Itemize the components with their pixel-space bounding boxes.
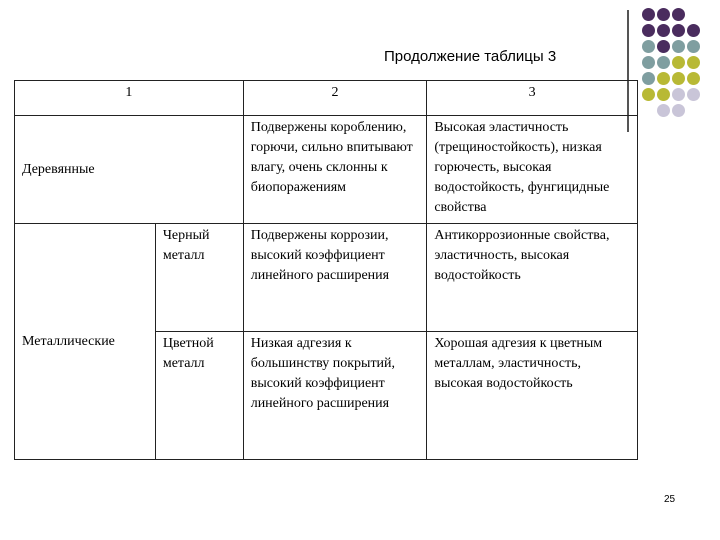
dot	[687, 72, 700, 85]
dot	[657, 88, 670, 101]
dot	[642, 72, 655, 85]
materials-table	[14, 80, 638, 460]
dot	[642, 24, 655, 37]
ferrous-disadvantages: Подвержены коррозии, высокий коэффициент линейного расширения	[243, 224, 427, 332]
metal-type-nonferrous: Цветной металл	[155, 332, 243, 460]
dot	[657, 40, 670, 53]
table-row	[15, 116, 638, 224]
dot	[687, 88, 700, 101]
dot	[657, 56, 670, 69]
dot	[687, 40, 700, 53]
header-col-2: 2	[243, 81, 427, 116]
table-header-row	[15, 81, 638, 116]
dot	[657, 72, 670, 85]
material-metal: Металлические	[15, 224, 156, 460]
ferrous-advantages: Антикоррозионные свойства, эластичность, высокая водостойкость	[427, 224, 638, 332]
dot	[672, 24, 685, 37]
table-row	[15, 224, 638, 332]
dot	[672, 72, 685, 85]
wood-disadvantages: Подвержены короблению, горючи, сильно впитывают влагу, очень склонны к биопоражениям	[243, 116, 427, 224]
table-caption: Продолжение таблицы 3	[384, 48, 557, 65]
wood-advantages: Высокая эластичность (трещиностойкость), низкая горючесть, высокая водостойкость, фунгицидные свойства	[427, 116, 638, 224]
dot	[672, 88, 685, 101]
nonferrous-advantages: Хорошая адгезия к цветным металлам, эластичность, высокая водостойкость	[427, 332, 638, 460]
dot	[657, 8, 670, 21]
dot	[642, 88, 655, 101]
dot	[657, 24, 670, 37]
dot	[672, 8, 685, 21]
dot	[642, 40, 655, 53]
dot	[642, 8, 655, 21]
dot	[672, 40, 685, 53]
metal-type-ferrous: Черный металл	[155, 224, 243, 332]
dot	[687, 24, 700, 37]
material-wood: Деревянные	[15, 116, 244, 224]
header-col-1: 1	[15, 81, 244, 116]
nonferrous-disadvantages: Низкая адгезия к большинству покрытий, высокий коэффициент линейного расширения	[243, 332, 427, 460]
dot	[657, 104, 670, 117]
decorative-dot-grid	[642, 8, 718, 118]
dot	[687, 56, 700, 69]
dot	[672, 56, 685, 69]
dot	[672, 104, 685, 117]
header-col-3: 3	[427, 81, 638, 116]
page-number: 25	[664, 494, 676, 505]
dot	[642, 56, 655, 69]
